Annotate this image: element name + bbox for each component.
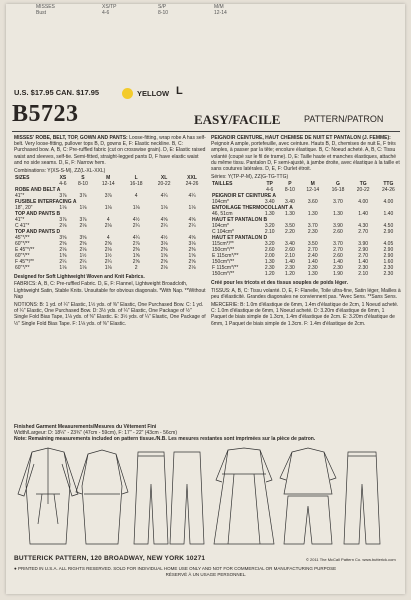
footer-legal: ● PRINTED IN U.S.A. ALL RIGHTS RESERVED. SOLD FOR INDIVIDUAL HOME USE ONLY AND NOT FOR COMMERCIAL OR MANUFACTURING PURPOSE RÉSERVÉ À UN USAGE PERSONNEL. — [14, 566, 337, 577]
finished-width: Width/Largeur: D: 18¼" - 23¾" (47cm - 59cm), F: 17" - 22" (43cm - 56cm) — [14, 430, 177, 436]
table-row: 60"*/** 1⅜ 1½ 1½ 1⅝ 1⅝ 1⅝ — [15, 253, 196, 260]
fabrics-en: FABRICS: A, B, C: Pre-ruffled Fabric. D, E, F: Flannel, Lightweight Broadcloth, Lightweight Satin, Stable Knits. Unsuitable for obvious diagonals. *With Nap. **Without Nap — [14, 281, 206, 300]
tissus-fr: TISSUS: A, B, C: Tissu volanté. D, E, F: Flanelle, Toile ultra-fine, Satin léger, Mailles à peu d'élasticité. Grandes diagonales ne conviennent pas. *Avec Sens. **Sans Sens. — [211, 287, 401, 300]
yardage-table-fr: TAILLES TP P M G TG TTG 4-6 8-10 12-14 16-18 20-22 24-26 PEIGNOIR ET CEINTURE A 104cm* 3.40 3.40 3.60 3.70 4.00 4.00 ENTOILAGE THERMOCOLLANT A 46, 51cm 1.30 1.30 1.30 1.30 1.40 1.40 HAUT ET PANTALON B 104cm* 3.20 3.50 3.70 3.90 4.30 4.50 C 104cm* 2.10 2.20 2.30 2.60 2.70 2.90 HAUT ET PANTALON D 115cm*/** 3.20 3.40 3.50 3.70 3.90 4.05 150cm*/** 2.60 2.60 2.70 2.70 2.90 2.90 E 115cm*/** 2.00 2.10 2.40 2.60 2.70 2.90 150cm*/** 1.30 1.40 1.40 1.40 1.40 1.60 F 115cm*/** 2.30 2.30 2.30 2.30 2.30 2.30 150cm*/** 1.20 1.20 1.30 1.90 2.10 2.30 — [211, 181, 401, 277]
footer-copyright: © 2011 The McCall Pattern Co. www.butterick.com — [306, 557, 396, 562]
pattern-envelope-back — [6, 4, 405, 594]
footer-company: BUTTERICK PATTERN, 120 BROADWAY, NEW YORK 10271 — [14, 555, 206, 562]
table-row: 150cm*/** 1.20 1.20 1.30 1.90 2.10 2.30 — [212, 271, 394, 278]
robe-front-drawing — [18, 448, 78, 544]
table-row: 104cm* 3.20 3.50 3.70 3.90 4.30 4.50 — [212, 223, 394, 230]
price: U.S. $17.95 CAN. $17.95 — [14, 88, 100, 97]
table-section: TOP AND PANTS D — [15, 229, 61, 236]
pants-back-drawing — [344, 452, 380, 544]
table-section: HAUT ET PANTALON B — [212, 217, 268, 224]
french-column — [211, 135, 401, 328]
table-section: FUSIBLE INTERFACING A — [15, 199, 77, 206]
table-section: TOP AND PANTS B — [15, 211, 61, 218]
table-row: 60"*/** 1⅛ 1⅛ 1⅛ 2 2⅛ 2⅛ — [15, 265, 196, 272]
finished-note: Note: Remaining measurements included on pattern tissue./N.B. Les mesures restantes sont imprimées sur la pièce de patron. — [14, 436, 316, 442]
robe-back-drawing — [76, 450, 128, 544]
table-row: E 45"*/** 2⅛ 2⅛ 2⅛ 2⅜ 2⅜ 2⅜ — [15, 247, 196, 254]
designed-for-en: Designed for Soft Lightweight Woven and Knit Fabrics. — [14, 274, 145, 281]
top-and-pants-drawing — [280, 448, 336, 544]
finished-measurements — [14, 424, 398, 442]
table-row: 41"* 3⅞ 3⅞ 4 4½ 4⅝ 4⅝ — [15, 217, 196, 224]
fabric-note-fr: Créé pour les tricots et des tissus souples de poids léger. — [211, 280, 348, 287]
table-row: F 115cm*/** 2.30 2.30 2.30 2.30 2.30 2.30 — [212, 265, 394, 272]
header-rule — [12, 131, 400, 132]
easy-label: EASY/FACILE — [194, 112, 281, 127]
table-row: 115cm*/** 3.20 3.40 3.50 3.70 3.90 4.05 — [212, 241, 394, 248]
description-en: MISSES' ROBE, BELT, TOP, GOWN AND PANTS: Loose-fitting, wrap robe A has self-belt. Very loose-fitting, pullover tops B, D, gowns E, F: Elastic neckline. B, C: Purchased bow. A, B, C: Pre-ruffled fabric (cut on crosswise grain). D, E: Elastic raised waist and sleeves, self-tie. Semi-fitted, straight-legged pants D, F have elastic waist and no side seams. D, E, F: Narrow hem. — [14, 135, 206, 166]
mercerie-fr: MERCERIE: B: 1.0m d'élastique de 6mm, 1.4m d'élastique de 2cm, 1 Noeud acheté. C: 1.0m d'élastique de 6mm, 1 Noeud acheté. D: 3.20m d'élastique de 6mm, 1 Paquet de biais simple de 1.3cm, 1.4m d'élastique de 2cm. E: 3.20m d'élastique de 6mm, 1 Paquet de biais simple de 1.3cm. F: 1.4m d'élastique de 2cm. — [211, 302, 399, 327]
english-column — [14, 135, 206, 328]
pattern-number: B5723 — [12, 101, 79, 127]
table-section: HAUT ET PANTALON D — [212, 235, 268, 242]
pants-drawing — [134, 452, 204, 544]
pattern-patron-label: PATTERN/PATRON — [304, 114, 384, 124]
garment-line-drawings — [14, 444, 398, 554]
table-row: C 41"* 2⅛ 2⅛ 2⅛ 2¼ 2¼ 2¼ — [15, 223, 196, 230]
combinations-en: Combinations: Y(XS-S-M), ZZ(L-XL-XXL) — [14, 168, 106, 175]
table-row: C 104cm* 2.10 2.20 2.30 2.60 2.70 2.90 — [212, 229, 394, 236]
table-row: E 115cm*/** 2.00 2.10 2.40 2.60 2.70 2.90 — [212, 253, 394, 260]
table-row: 104cm* 3.40 3.40 3.60 3.70 4.00 4.00 — [212, 199, 394, 206]
table-row: 150cm*/** 1.30 1.40 1.40 1.40 1.40 1.60 — [212, 259, 394, 266]
table-section: ROBE AND BELT A — [15, 187, 61, 194]
series-fr: Séries: Y(TP-P-M), ZZ(G-TG-TTG) — [211, 174, 289, 181]
size-tab-m: M/M 12-14 — [214, 4, 227, 16]
table-section: ENTOILAGE THERMOCOLLANT A — [212, 205, 293, 212]
table-row: 18", 20" 1⅛ 1⅛ 1⅛ 1⅛ 1⅛ 1⅛ — [15, 205, 196, 212]
yardage-table-en: SIZES XS S M L XL XXL 4-6 8-10 12-14 16-18 20-22 24-26 ROBE AND BELT A 41"* 3⅞ 3⅞ 3⅞ 4 4¼ 4¼ FUSIBLE INTERFACING A 18", 20" 1⅛ 1⅛ 1⅛ 1⅛ 1⅛ 1⅛ TOP AND PANTS B 41"* 3⅞ 3⅞ 4 4½ 4⅝ 4⅝ C 41"* 2⅛ 2⅛ 2⅛ 2¼ 2¼ 2¼ TOP AND PANTS D 45"*/** 3⅝ 3⅝ 4 4¼ 4½ 4⅝ 60"*/** 2⅝ 2⅝ 2⅝ 2⅞ 3⅛ 3⅛ E 45"*/** 2⅛ 2⅛ 2⅛ 2⅜ 2⅜ 2⅜ 60"*/** 1⅜ 1½ 1½ 1⅝ 1⅝ 1⅝ F 45"*/** 2¼ 2¼ 2¼ 2⅝ 2⅝ 2⅝ 60"*/** 1⅛ 1⅛ 1⅛ 2 2⅛ 2⅛ — [14, 175, 206, 271]
finished-title: Finished Garment Measurements/Mesures du Vêtement Fini — [14, 424, 157, 430]
table-section: PEIGNOIR ET CEINTURE A — [212, 193, 276, 200]
table-row: 45"*/** 3⅝ 3⅝ 4 4¼ 4½ 4⅝ — [15, 235, 196, 242]
table-row: 150cm*/** 2.60 2.60 2.70 2.70 2.90 2.90 — [212, 247, 394, 254]
size-tab-misses: MISSES Bust — [36, 4, 55, 16]
table-row: F 45"*/** 2¼ 2¼ 2¼ 2⅝ 2⅝ 2⅝ — [15, 259, 196, 266]
size-tab-s: S/P 8-10 — [158, 4, 169, 16]
description-fr: PEIGNOIR CEINTURE, HAUT CHEMISE DE NUIT ET PANTALON (J. FEMME): Peignoir A ample, portefeuille, avec ceinture. Hauts B, D, chemises de nuit E, F très amples, à passer par la tête; encolure élastique. B, C: Noeud acheté. A, B, C: Tissu volanté (coupé sur le fil de trame). D, E: Taille haute et manches élastiques, attaché du même tissu. Pantalon D, F semi-ajusté, à jambe droite, avec élastique à la taille et sans coutures latérales. D, E, F: Ourlet étroit. — [211, 135, 400, 173]
table-row: 46, 51cm 1.30 1.30 1.30 1.30 1.40 1.40 — [212, 211, 394, 218]
notions-en: NOTIONS: B: 1 yd. of ¼" Elastic, 1½ yds. of ⅜" Elastic, One Purchased Bow. C: 1 yd. of ¼" Elastic, One Purchased Bow. D: 3½ yds. of ¼" Elastic, One Package of ½" Single Fold Bias Tape, 1⅛ yds. of ⅜" Elastic. E: 3½ yds. of ¼" Elastic, One Package of ½" Single Fold Bias Tape. F: 1⅛ yds. of ⅜" Elastic. — [14, 302, 206, 327]
table-row: 41"* 3⅞ 3⅞ 3⅞ 4 4¼ 4¼ — [15, 193, 196, 200]
size-tab-xs: XS/TP 4-6 — [102, 4, 117, 16]
table-row: 60"*/** 2⅝ 2⅝ 2⅝ 2⅞ 3⅛ 3⅛ — [15, 241, 196, 248]
color-dot — [122, 88, 133, 99]
color-label: YELLOW — [137, 89, 170, 98]
color-letter: L — [176, 85, 183, 97]
gown-drawing — [214, 448, 274, 544]
